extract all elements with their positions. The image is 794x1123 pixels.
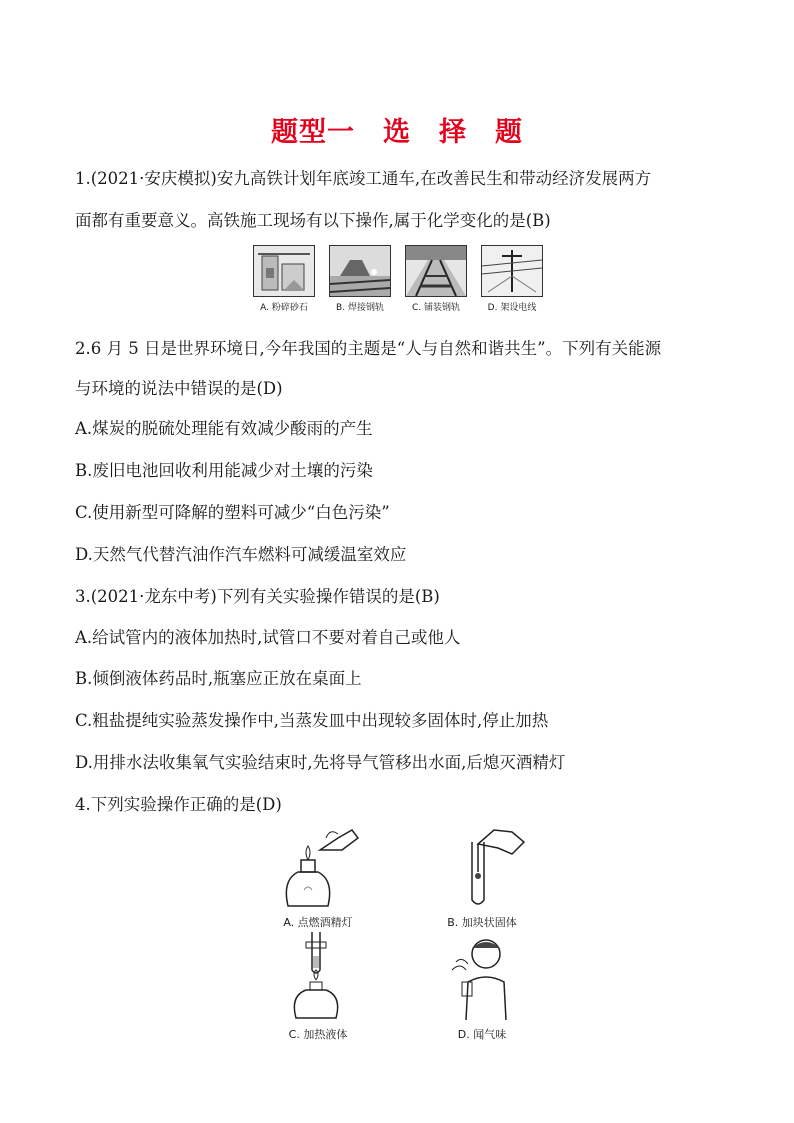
q2-option-d: D.天然气代替汽油作汽车燃料可减缓温室效应 — [75, 545, 407, 564]
page-title: 题型一 选 择 题 — [271, 117, 523, 148]
q4-figure-d-caption: D. 闻气味 — [457, 1028, 507, 1041]
q2-option-b: B.废旧电池回收利用能减少对土壤的污染 — [75, 461, 373, 480]
q1-figure-c-caption: C. 铺装钢轨 — [411, 303, 460, 313]
q1-figure-a — [253, 245, 315, 317]
q4-figure-b-caption: B. 加块状固体 — [447, 916, 517, 929]
stone-crusher-icon — [253, 245, 315, 297]
q3-option-b: B.倾倒液体药品时,瓶塞应正放在桌面上 — [75, 669, 362, 688]
q3-stem: 3.(2021·龙东中考)下列有关实验操作错误的是(B) — [75, 587, 440, 606]
q4-figure-a — [248, 820, 388, 930]
q3-option-c: C.粗盐提纯实验蒸发操作中,当蒸发皿中出现较多固体时,停止加热 — [75, 711, 549, 730]
heating-liquid-icon — [268, 932, 368, 1022]
q1-stem-line1: 1.(2021·安庆模拟)安九高铁计划年底竣工通车,在改善民生和带动经济发展两方 — [75, 169, 652, 188]
q4-figure-b — [412, 820, 552, 930]
alcohol-lamp-lighting-icon — [268, 820, 368, 910]
q2-option-c: C.使用新型可降解的塑料可减少“白色污染” — [75, 503, 390, 522]
laying-rail-icon — [405, 245, 467, 297]
q1-stem-line2: 面都有重要意义。高铁施工现场有以下操作,属于化学变化的是(B) — [75, 211, 551, 230]
power-line-icon — [481, 245, 543, 297]
q4-figure-c-caption: C. 加热液体 — [288, 1028, 348, 1041]
q3-option-a: A.给试管内的液体加热时,试管口不要对着自己或他人 — [75, 628, 461, 647]
q4-figure-d — [412, 932, 552, 1042]
q1-figure-c — [405, 245, 467, 317]
q4-stem: 4.下列实验操作正确的是(D) — [75, 795, 282, 814]
q1-figure-d-caption: D. 架设电线 — [487, 303, 537, 313]
q3-option-d: D.用排水法收集氧气实验结束时,先将导气管移出水面,后熄灭酒精灯 — [75, 753, 566, 772]
welding-rail-icon — [329, 245, 391, 297]
q4-figure-a-caption: A. 点燃酒精灯 — [283, 916, 353, 929]
q1-figure-b-caption: B. 焊接钢轨 — [336, 303, 384, 313]
q2-stem-line1: 2.6 月 5 日是世界环境日,今年我国的主题是“人与自然和谐共生”。下列有关能源 — [75, 339, 662, 358]
test-tube-solid-icon — [432, 820, 532, 910]
smelling-odor-icon — [432, 932, 532, 1022]
q4-figure-c — [248, 932, 388, 1042]
q1-figure-d — [481, 245, 543, 317]
q2-option-a: A.煤炭的脱硫处理能有效减少酸雨的产生 — [75, 419, 373, 438]
q1-figure-b — [329, 245, 391, 317]
q1-figure-row — [253, 245, 543, 317]
q2-stem-line2: 与环境的说法中错误的是(D) — [75, 379, 283, 398]
q1-figure-a-caption: A. 粉碎砂石 — [260, 303, 308, 313]
